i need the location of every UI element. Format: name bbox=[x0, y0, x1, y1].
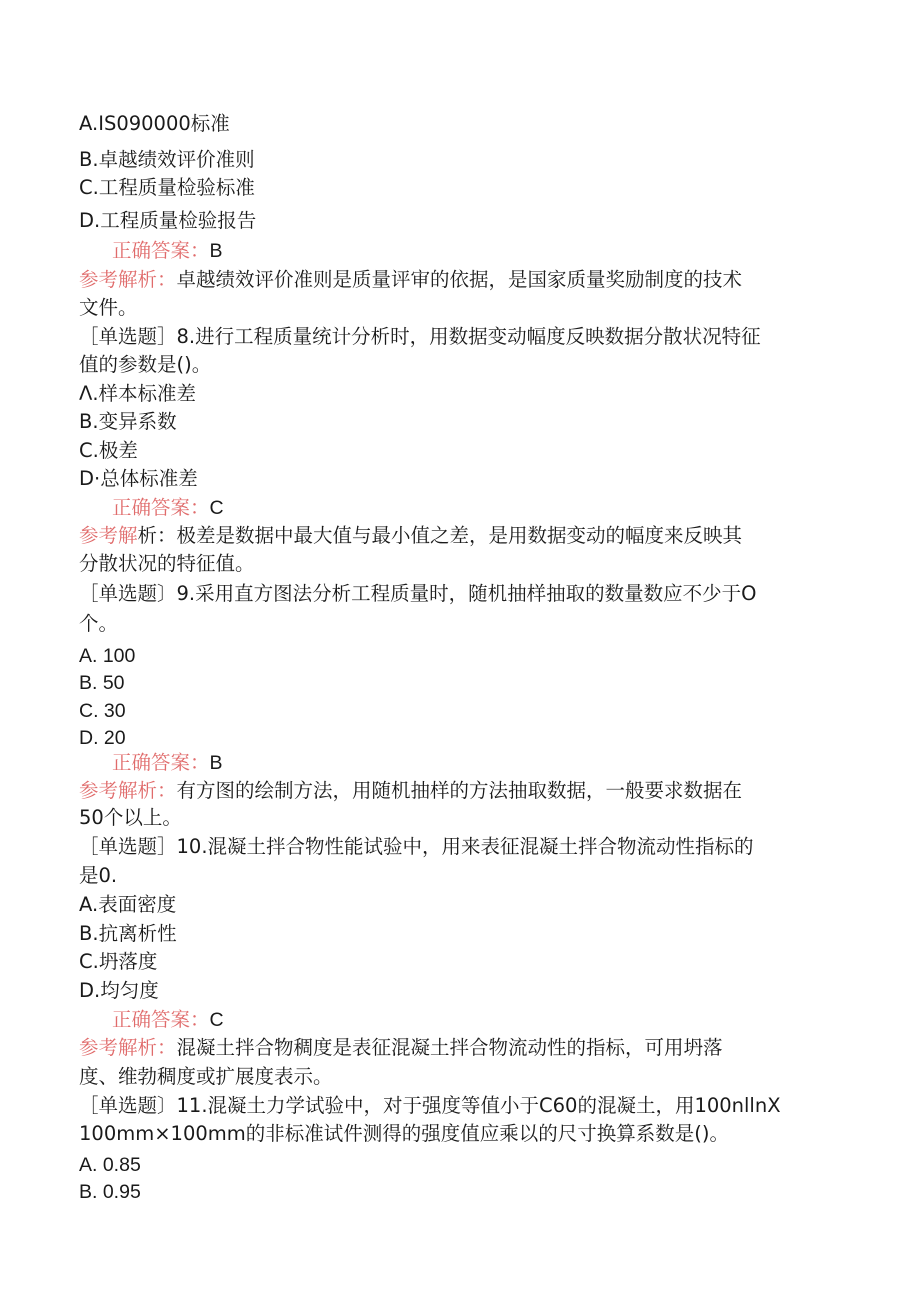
option-d: D. 20 bbox=[79, 727, 126, 749]
explanation-cont: 文件。 bbox=[79, 296, 138, 319]
answer-label: 正确答案： bbox=[112, 1008, 210, 1031]
question-stem: ［单选题〕9.采用直方图法分析工程质量时，随机抽样抽取的数量数应不少于O bbox=[79, 582, 757, 605]
answer-value: B bbox=[209, 752, 223, 774]
option-b: B.卓越绩效评价准则 bbox=[79, 148, 255, 171]
explanation bbox=[79, 524, 742, 548]
option-b: B.变异系数 bbox=[79, 410, 177, 433]
option-a: Λ.样本标准差 bbox=[79, 382, 197, 405]
question-stem-cont: 100mm×100mm的非标准试件测得的强度值应乘以的尺寸换算系数是()。 bbox=[79, 1122, 729, 1145]
option-a: A.表面密度 bbox=[79, 893, 177, 916]
explanation-cont: 50个以上。 bbox=[79, 806, 182, 829]
option-d: D.均匀度 bbox=[79, 979, 159, 1002]
explanation-cont: 分散状况的特征值。 bbox=[79, 552, 255, 575]
question-stem-cont: 是0. bbox=[79, 864, 118, 887]
option-b: B.抗离析性 bbox=[79, 922, 177, 945]
explanation-text: 有方图的绘制方法，用随机抽样的方法抽取数据，一般要求数据在 bbox=[176, 779, 743, 802]
question-stem: ［单选题］10.混凝土拌合物性能试验中，用来表征混凝土拌合物流动性指标的 bbox=[79, 835, 754, 858]
option-b: B. 50 bbox=[79, 672, 125, 694]
explanation-label: 参考解析： bbox=[79, 1036, 177, 1059]
correct-answer bbox=[112, 1008, 224, 1032]
explanation bbox=[79, 1036, 723, 1060]
answer-label: 正确答案： bbox=[112, 496, 210, 519]
explanation-text: 混凝土拌合物稠度是表征混凝土拌合物流动性的指标，可用坍落 bbox=[176, 1036, 723, 1059]
explanation-cont: 度、维勃稠度或扩展度表示。 bbox=[79, 1065, 333, 1088]
answer-value: C bbox=[209, 1009, 224, 1031]
explanation bbox=[79, 268, 742, 292]
option-c: C.坍落度 bbox=[79, 950, 158, 973]
explanation-label: 参考解析： bbox=[79, 268, 177, 291]
option-d: D·总体标准差 bbox=[79, 467, 198, 490]
correct-answer bbox=[112, 496, 224, 520]
explanation-text: 卓越绩效评价准则是质量评审的依据，是国家质量奖励制度的技术 bbox=[176, 268, 743, 291]
explanation-label: 参考解析： bbox=[79, 779, 177, 802]
option-a: A.IS090000标准 bbox=[79, 112, 230, 135]
answer-label: 正确答案： bbox=[112, 751, 210, 774]
question-stem: ［单选题］8.进行工程质量统计分析时，用数据变动幅度反映数据分散状况特征 bbox=[79, 325, 761, 348]
option-a: A. 0.85 bbox=[79, 1154, 141, 1176]
correct-answer bbox=[112, 239, 223, 263]
option-c: C. 30 bbox=[79, 700, 126, 722]
option-a: A. 100 bbox=[79, 645, 136, 667]
answer-value: B bbox=[209, 240, 223, 262]
option-c: C.工程质量检验标准 bbox=[79, 176, 255, 199]
question-stem-cont: 个。 bbox=[79, 612, 119, 635]
answer-label: 正确答案： bbox=[112, 239, 210, 262]
explanation bbox=[79, 779, 742, 803]
question-stem: ［单选题〕11.混凝土力学试验中，对于强度等值小于C60的混凝土，用100nllnX bbox=[79, 1094, 781, 1117]
option-d: D.工程质量检验报告 bbox=[79, 209, 257, 232]
question-stem-cont: 值的参数是()。 bbox=[79, 353, 212, 376]
option-c: C.极差 bbox=[79, 439, 138, 462]
correct-answer bbox=[112, 751, 223, 775]
answer-value: C bbox=[209, 497, 224, 519]
option-b: B. 0.95 bbox=[79, 1181, 141, 1203]
explanation-label: 参考解 bbox=[79, 524, 138, 547]
explanation-text: 析：极差是数据中最大值与最小值之差，是用数据变动的幅度来反映其 bbox=[137, 524, 743, 547]
